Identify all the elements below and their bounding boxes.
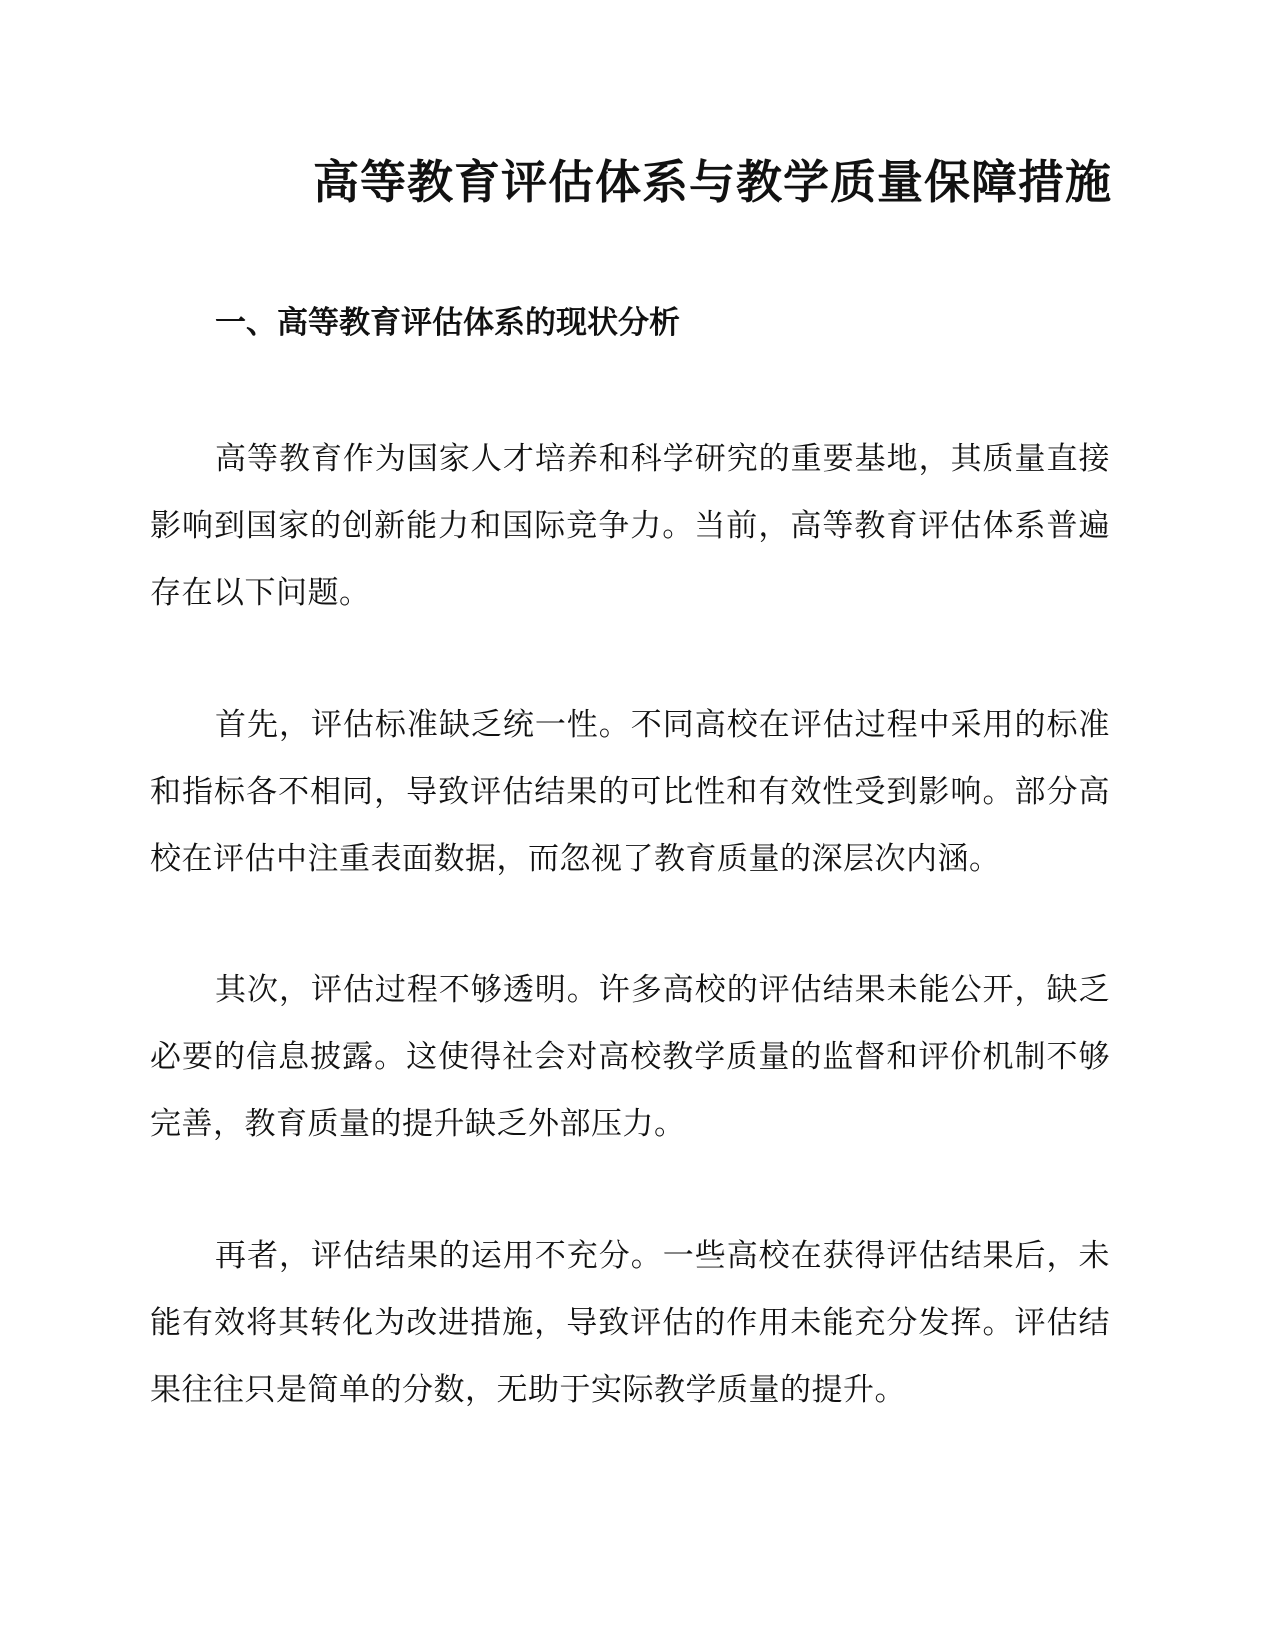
document-title: 高等教育评估体系与教学质量保障措施 — [313, 155, 1112, 209]
paragraph: 其次，评估过程不够透明。许多高校的评估结果未能公开，缺乏必要的信息披露。这使得社会对高校教学质量的监督和评价机制不够完善，教育质量的提升缺乏外部压力。 — [150, 972, 1110, 1142]
section-heading: 一、高等教育评估体系的现状分析 — [215, 305, 680, 341]
paragraph: 首先，评估标准缺乏统一性。不同高校在评估过程中采用的标准和指标各不相同，导致评估结果的可比性和有效性受到影响。部分高校在评估中注重表面数据，而忽视了教育质量的深层次内涵。 — [150, 707, 1110, 877]
paragraph: 高等教育作为国家人才培养和科学研究的重要基地，其质量直接影响到国家的创新能力和国际竞争力。当前，高等教育评估体系普遍存在以下问题。 — [150, 441, 1110, 611]
paragraph: 再者，评估结果的运用不充分。一些高校在获得评估结果后，未能有效将其转化为改进措施，导致评估的作用未能充分发挥。评估结果往往只是简单的分数，无助于实际教学质量的提升。 — [150, 1238, 1110, 1408]
